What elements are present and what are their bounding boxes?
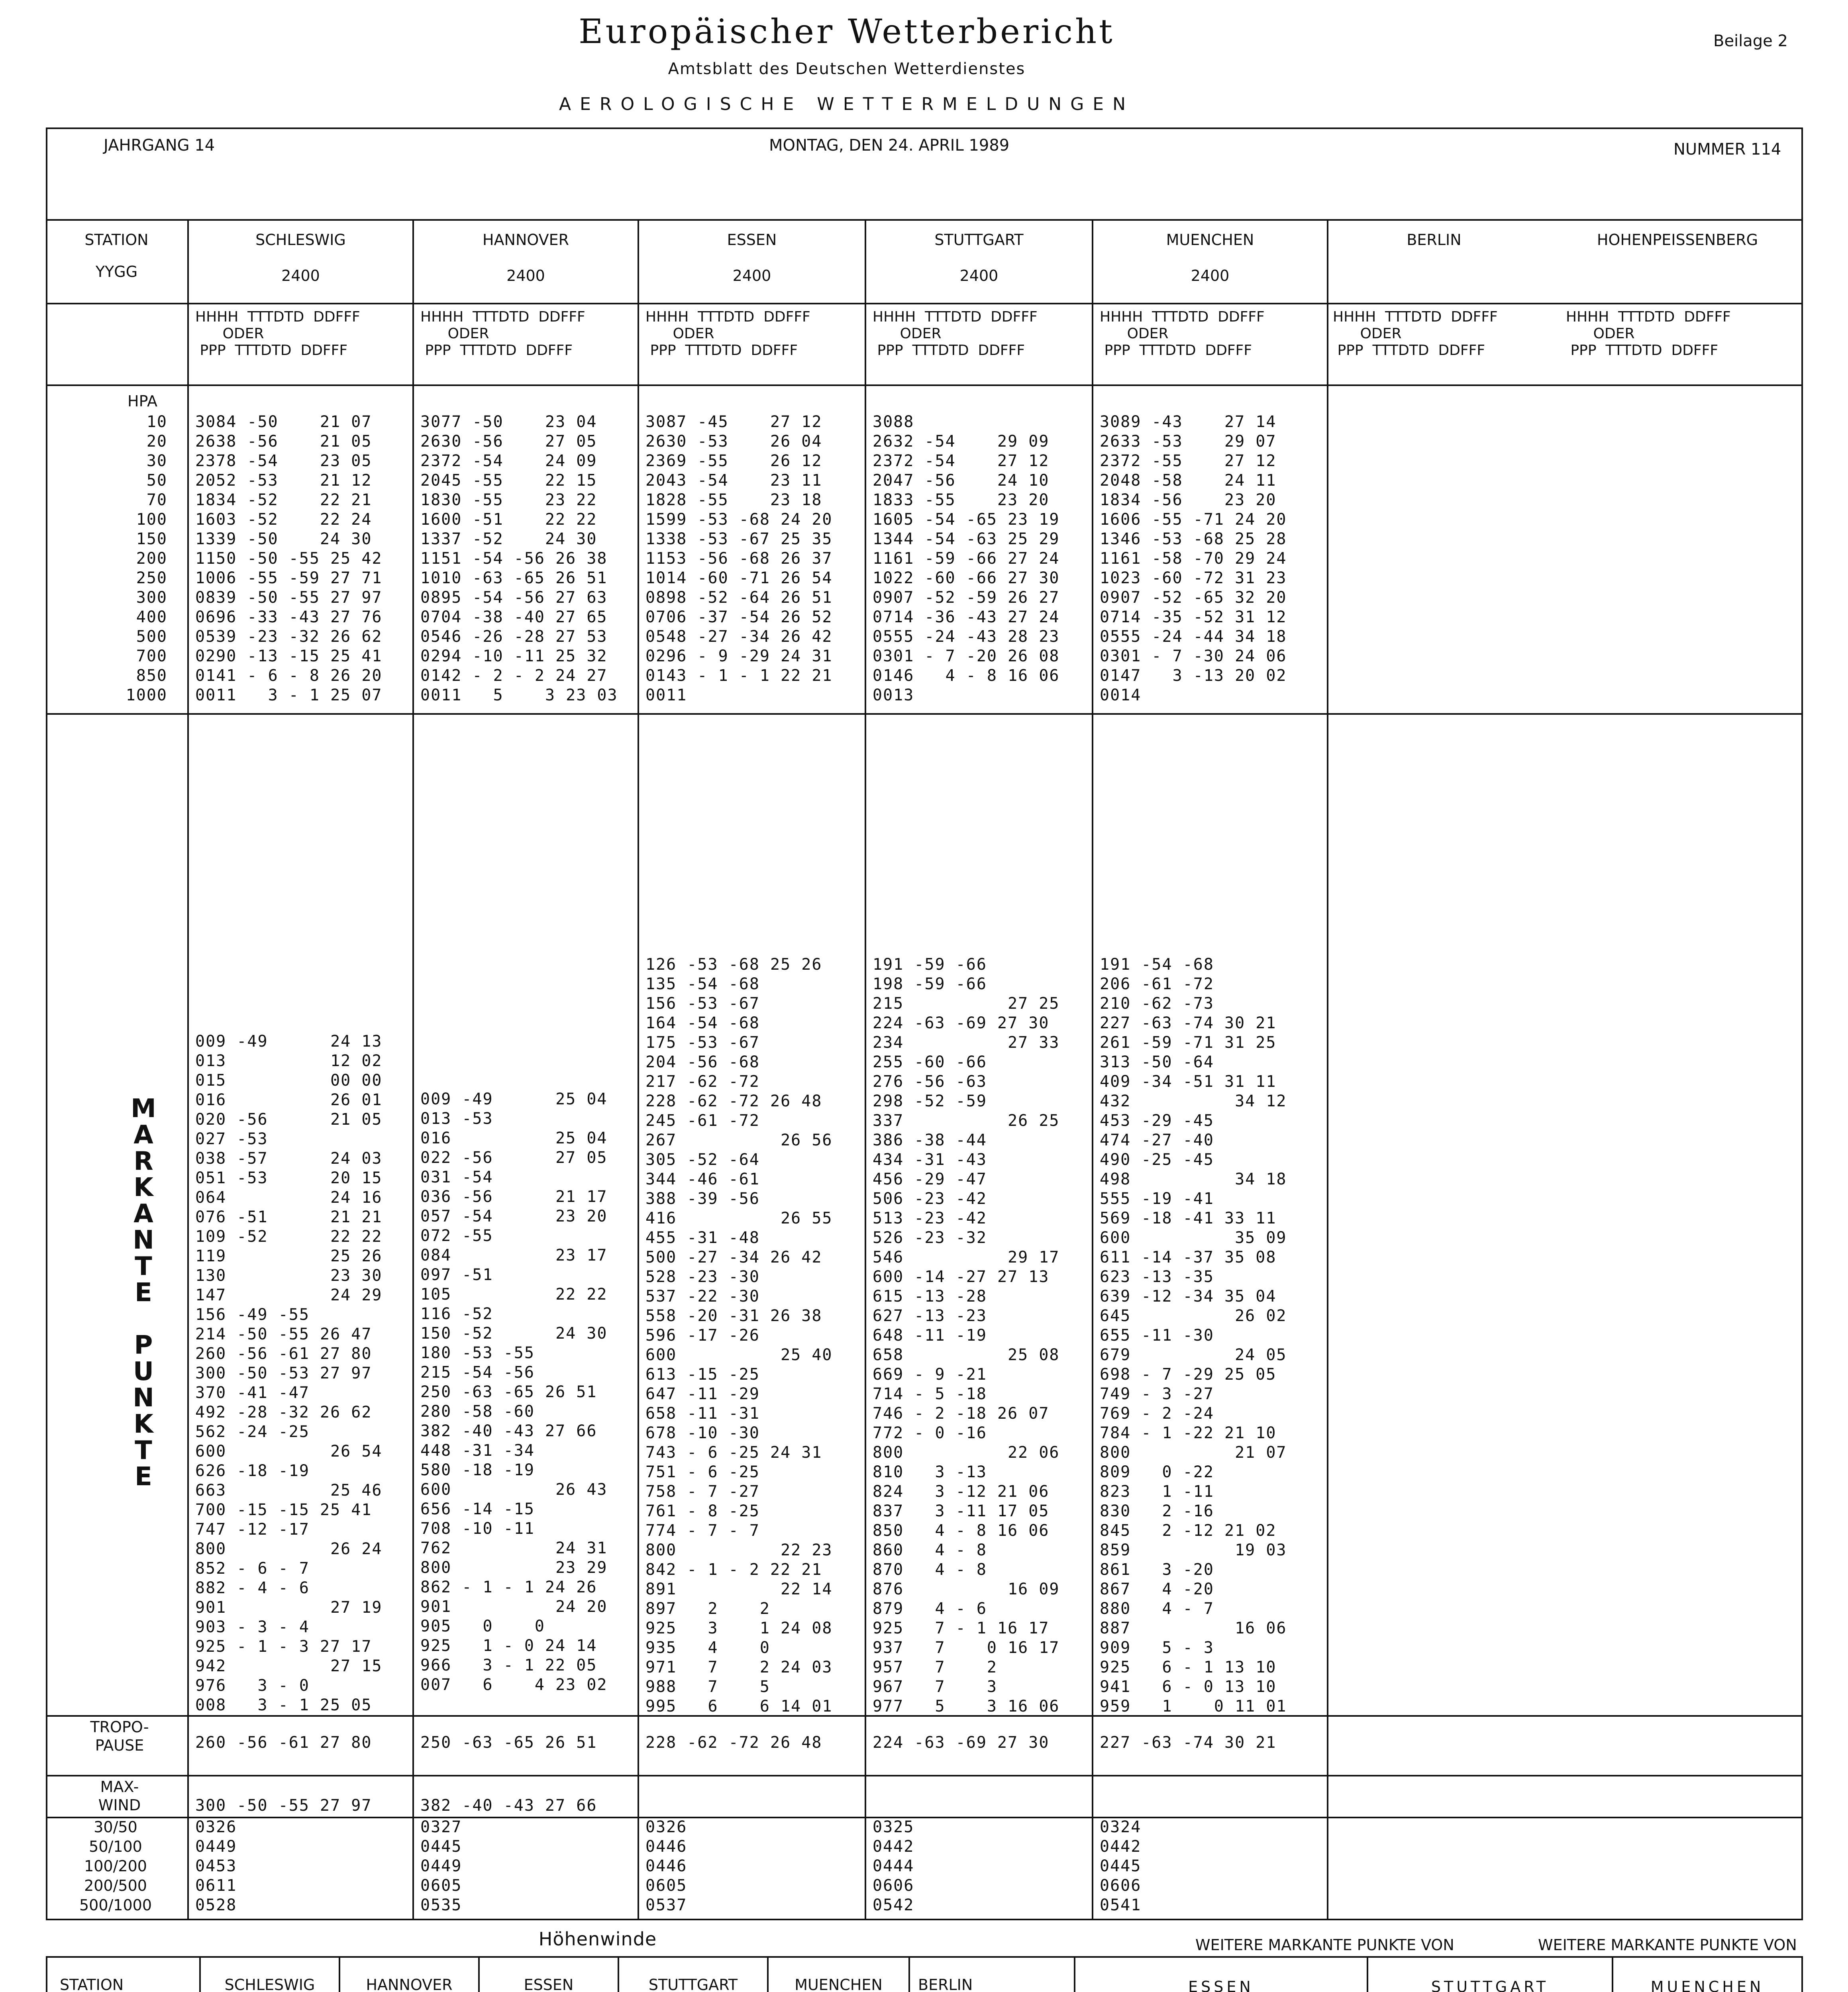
col-line (638, 219, 639, 1919)
maxwind-label: MAX- WIND (98, 1778, 141, 1814)
document-subtitle: Amtsblatt des Deutschen Wetterdienstes (668, 60, 1026, 78)
wind-station-name: STUTTGART (648, 1976, 738, 1992)
col-line (865, 219, 866, 1919)
row-line (46, 384, 1803, 386)
column-header: HHHH TTTDTD DDFFF ODER PPP TTTDTD DDFFF (195, 309, 360, 359)
maxwind-value: 300 -50 -55 27 97 (195, 1796, 372, 1815)
frame-line (46, 127, 1803, 129)
row-line (46, 1775, 1803, 1776)
station-yygg-label: STATION (60, 1976, 124, 1992)
tropopause-value: 228 -62 -72 26 48 (645, 1733, 822, 1752)
wind-station-name: HANNOVER (366, 1976, 453, 1992)
further-station: ESSEN (1188, 1978, 1254, 1992)
station-name: HOHENPEISSENBERG (1597, 231, 1758, 249)
station-time: 2400 (732, 267, 771, 284)
column-header: HHHH TTTDTD DDFFF ODER PPP TTTDTD DDFFF (1100, 309, 1265, 359)
station-name: HANNOVER (482, 231, 569, 249)
station-name: MUENCHEN (1166, 231, 1254, 249)
frame-line (46, 1956, 47, 1992)
col-line (1327, 219, 1328, 1919)
layer-values: 0327 0445 0449 0605 0535 (420, 1818, 462, 1914)
standard-levels-stuttgart: 3088 2632 -54 29 09 2372 -54 27 12 2047 -56 24 10 1833 -55 23 20 1605 -54 -65 23 19 1344 -54 -63 25 29 1161 -59 -66 27 24 1022 -60 -66 27 30 0907 -52 -59 26 27 0714 -36 -43 27 24 0555 -24 -43 28 23 0301 - 7 -20 26 08 0146 4 - 8 16 06 0013 (873, 413, 1060, 704)
section-title: AEROLOGISCHE WETTERMELDUNGEN (559, 94, 1135, 114)
markante-stuttgart: 191 -59 -66 198 -59 -66 215 27 25 224 -63 -69 27 30 234 27 33 255 -60 -66 276 -56 -63 298 -52 -59 337 26 25 386 -38 -44 434 -31 -43 456 -29 -47 506 -23 -42 513 -23 -42 526 -23 -32 546 29 17 600 -14 -27 27 13 615 -13 -28 627 -13 -23 648 -11 -19 658 25 08 669 - 9 -21 714 - 5 -18 746 - 2 -18 26 07 772 - 0 -16 800 22 06 810 3 -13 824 3 -12 21 06 837 3 -11 17 05 850 4 - 8 16 06 860 4 - 8 870 4 - 8 876 16 09 879 4 - 6 925 7 - 1 16 17 937 7 0 16 17 957 7 2 967 7 3 977 5 3 16 06 (873, 955, 1060, 1716)
station-name: ESSEN (727, 231, 777, 249)
layer-values: 0326 0446 0446 0605 0537 (645, 1818, 687, 1914)
yygg-label: YYGG (95, 263, 138, 280)
document-title: Europäischer Wetterbericht (579, 12, 1115, 51)
hpa-levels: 10 20 30 50 70 100 150 200 250 300 400 500 700 850 1000 (126, 413, 167, 704)
frame-line (46, 1919, 1803, 1920)
column-header: HHHH TTTDTD DDFFF ODER PPP TTTDTD DDFFF (645, 309, 810, 359)
markante-muenchen: 191 -54 -68 206 -61 -72 210 -62 -73 227 -63 -74 30 21 261 -59 -71 31 25 313 -50 -64 409 -34 -51 31 11 432 34 12 453 -29 -45 474 -27 -40 490 -25 -45 498 34 18 555 -19 -41 569 -18 -41 33 11 600 35 09 611 -14 -37 35 08 623 -13 -35 639 -12 -34 35 04 645 26 02 655 -11 -30 679 24 05 698 - 7 -29 25 05 749 - 3 -27 769 - 2 -24 784 - 1 -22 21 10 800 21 07 809 0 -22 823 1 -11 830 2 -16 845 2 -12 21 02 859 19 03 861 3 -20 867 4 -20 880 4 - 7 887 16 06 909 5 - 3 925 6 - 1 13 10 941 6 - 0 13 10 959 1 0 11 01 (1100, 955, 1287, 1716)
markante-schleswig: 009 -49 24 13 013 12 02 015 00 00 016 26 01 020 -56 21 05 027 -53 038 -57 24 03 051 -53 20 15 064 24 16 076 -51 21 21 109 -52 22 22 119 25 26 130 23 30 147 24 29 156 -49 -55 214 -50 -55 26 47 260 -56 -61 27 80 300 -50 -53 27 97 370 -41 -47 492 -28 -32 26 62 562 -24 -25 600 26 54 626 -18 -19 663 25 46 700 -15 -15 25 41 747 -12 -17 800 26 24 852 - 6 - 7 882 - 4 - 6 901 27 19 903 - 3 - 4 925 - 1 - 3 27 17 942 27 15 976 3 - 0 008 3 - 1 25 05 (195, 1032, 383, 1714)
further-station: MUENCHEN (1650, 1978, 1764, 1992)
col-line (1092, 219, 1093, 1919)
tropopause-value: 224 -63 -69 27 30 (873, 1733, 1050, 1752)
station-time: 2400 (506, 267, 545, 284)
tropopause-label: TROPO- PAUSE (90, 1718, 149, 1754)
date-label: MONTAG, DEN 24. APRIL 1989 (769, 136, 1010, 155)
wind-station-name: SCHLESWIG (224, 1976, 315, 1992)
further-points-title: WEITERE MARKANTE PUNKTE VON (1195, 1936, 1454, 1954)
markante-essen: 126 -53 -68 25 26 135 -54 -68 156 -53 -67 164 -54 -68 175 -53 -67 204 -56 -68 217 -62 -72 228 -62 -72 26 48 245 -61 -72 267 26 56 305 -52 -64 344 -46 -61 388 -39 -56 416 26 55 455 -31 -48 500 -27 -34 26 42 528 -23 -30 537 -22 -30 558 -20 -31 26 38 596 -17 -26 600 25 40 613 -15 -25 647 -11 -29 658 -11 -31 678 -10 -30 743 - 6 -25 24 31 751 - 6 -25 758 - 7 -27 761 - 8 -25 774 - 7 - 7 800 22 23 842 - 1 - 2 22 21 891 22 14 897 2 2 925 3 1 24 08 935 4 0 971 7 2 24 03 988 7 5 995 6 6 14 01 (645, 955, 833, 1716)
station-name: BERLIN (1407, 231, 1462, 249)
station-time: 2400 (959, 267, 999, 284)
wind-station-name: BERLIN (918, 1976, 973, 1992)
layer-values: 0324 0442 0445 0606 0541 (1100, 1818, 1142, 1914)
column-header: HHHH TTTDTD DDFFF ODER PPP TTTDTD DDFFF (420, 309, 585, 359)
standard-levels-hannover: 3077 -50 23 04 2630 -56 27 05 2372 -54 24 09 2045 -55 22 15 1830 -55 23 22 1600 -51 22 22 1337 -52 24 30 1151 -54 -56 26 38 1010 -63 -65 26 51 0895 -54 -56 27 63 0704 -38 -40 27 65 0546 -26 -28 27 53 0294 -10 -11 25 32 0142 - 2 - 2 24 27 0011 5 3 23 03 (420, 413, 618, 704)
column-header: HHHH TTTDTD DDFFF ODER PPP TTTDTD DDFFF (1333, 309, 1498, 359)
tropopause-value: 260 -56 -61 27 80 (195, 1733, 372, 1752)
nummer-label: NUMMER 114 (1673, 140, 1781, 159)
further-points-title: WEITERE MARKANTE PUNKTE VON (1538, 1936, 1797, 1954)
frame-line (1801, 1956, 1803, 1992)
hoehenwinde-title: Höhenwinde (538, 1928, 657, 1950)
station-name: STUTTGART (934, 231, 1024, 249)
column-header: HHHH TTTDTD DDFFF ODER PPP TTTDTD DDFFF (1566, 309, 1731, 359)
column-header: HHHH TTTDTD DDFFF ODER PPP TTTDTD DDFFF (873, 309, 1038, 359)
standard-levels-muenchen: 3089 -43 27 14 2633 -53 29 07 2372 -55 27 12 2048 -58 24 11 1834 -56 23 20 1606 -55 -71 24 20 1346 -53 -68 25 28 1161 -58 -70 29 24 1023 -60 -72 31 23 0907 -52 -65 32 20 0714 -35 -52 31 12 0555 -24 -44 34 18 0301 - 7 -30 24 06 0147 3 -13 20 02 0014 (1100, 413, 1287, 704)
hpa-label: HPA (128, 392, 158, 410)
jahrgang-label: JAHRGANG 14 (104, 136, 215, 155)
row-line (46, 219, 1803, 221)
row-line (46, 1817, 1803, 1818)
tropopause-value: 227 -63 -74 30 21 (1100, 1733, 1277, 1752)
standard-levels-schleswig: 3084 -50 21 07 2638 -56 21 05 2378 -54 23 05 2052 -53 21 12 1834 -52 22 21 1603 -52 22 24 1339 -50 24 30 1150 -50 -55 25 42 1006 -55 -59 27 71 0839 -50 -55 27 97 0696 -33 -43 27 76 0539 -23 -32 26 62 0290 -13 -15 25 41 0141 - 6 - 8 26 20 0011 3 - 1 25 07 (195, 413, 383, 704)
maxwind-value: 382 -40 -43 27 66 (420, 1796, 597, 1815)
layer-labels: 30/50 50/100 100/200 200/500 500/1000 (79, 1818, 152, 1914)
station-time: 2400 (281, 267, 320, 284)
station-name: SCHLESWIG (255, 231, 346, 249)
frame-line (46, 127, 47, 1920)
row-line (46, 303, 1803, 304)
wind-station-name: ESSEN (524, 1976, 574, 1992)
markante-hannover: 009 -49 25 04 013 -53 016 25 04 022 -56 27 05 031 -54 036 -56 21 17 057 -54 23 20 072 -55 084 23 17 097 -51 105 22 22 116 -52 150 -52 24 30 180 -53 -55 215 -54 -56 250 -63 -65 26 51 280 -58 -60 382 -40 -43 27 66 448 -31 -34 580 -18 -19 600 26 43 656 -14 -15 708 -10 -11 762 24 31 800 23 29 862 - 1 - 1 24 26 901 24 20 905 0 0 925 1 - 0 24 14 966 3 - 1 22 05 007 6 4 23 02 (420, 1090, 608, 1694)
wind-station-name: MUENCHEN (795, 1976, 883, 1992)
frame-line (1801, 127, 1803, 1920)
beilage-label: Beilage 2 (1713, 32, 1788, 50)
row-line (46, 713, 1803, 715)
standard-levels-essen: 3087 -45 27 12 2630 -53 26 04 2369 -55 26 12 2043 -54 23 11 1828 -55 23 18 1599 -53 -68 24 20 1338 -53 -67 25 35 1153 -56 -68 26 37 1014 -60 -71 26 54 0898 -52 -64 26 51 0706 -37 -54 26 52 0548 -27 -34 26 42 0296 - 9 -29 24 31 0143 - 1 - 1 22 21 0011 (645, 413, 833, 704)
frame-line (46, 1956, 1803, 1958)
col-line (412, 219, 414, 1919)
layer-values: 0326 0449 0453 0611 0528 (195, 1818, 237, 1914)
station-label: STATION (84, 231, 149, 249)
further-station: STUTTGART (1431, 1978, 1549, 1992)
col-line (187, 219, 189, 1919)
layer-values: 0325 0442 0444 0606 0542 (873, 1818, 914, 1914)
tropopause-value: 250 -63 -65 26 51 (420, 1733, 597, 1752)
markante-punkte-label: M A R K A N T E P U N K T E (131, 1094, 156, 1492)
station-time: 2400 (1191, 267, 1230, 284)
